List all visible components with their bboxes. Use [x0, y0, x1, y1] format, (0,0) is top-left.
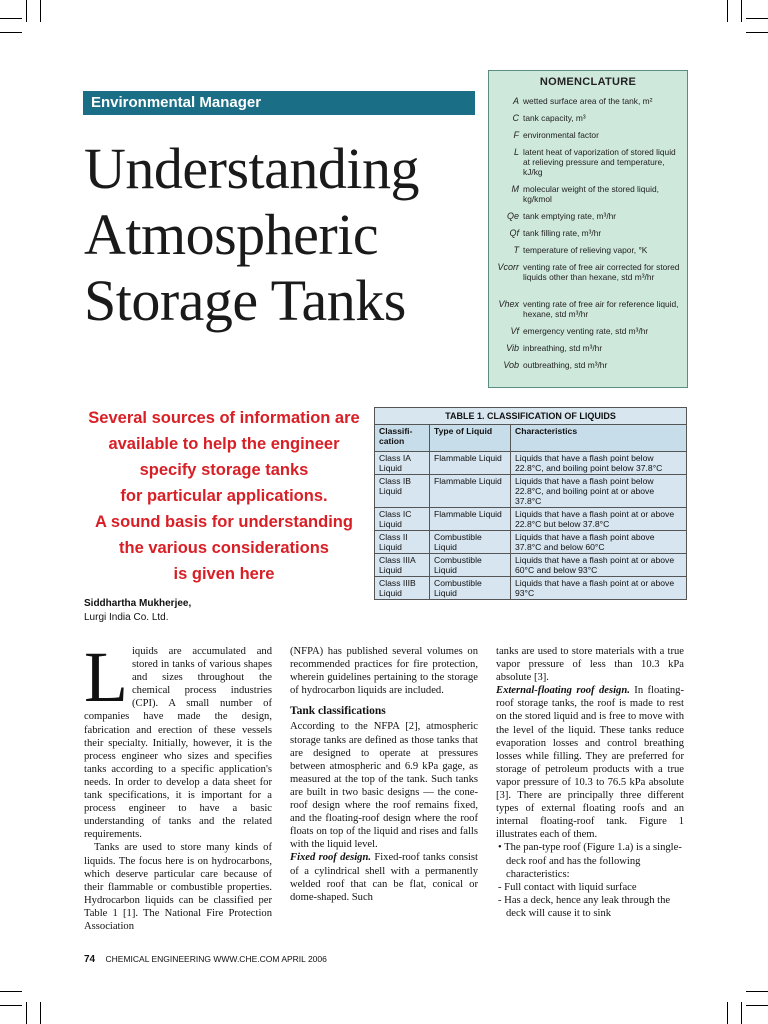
- table-row: [375, 554, 687, 577]
- table-cell: Liquids that have a flash point below 22.8°C, and boiling point at or above 37.8°C: [511, 475, 687, 508]
- title-line: Atmospheric: [84, 202, 379, 267]
- crop-mark: [0, 991, 22, 992]
- nomenclature-definition: temperature of relieving vapor, °K: [523, 245, 648, 255]
- nomenclature-item: [489, 130, 687, 147]
- nomenclature-symbol: C: [512, 113, 519, 123]
- intro-line: specify storage tanks: [139, 461, 309, 479]
- nomenclature-item: [489, 96, 687, 113]
- nomenclature-definition: tank emptying rate, m³/hr: [523, 211, 617, 221]
- table-row: [375, 531, 687, 554]
- nomenclature-symbol: Vib: [506, 343, 519, 353]
- nomenclature-symbol: Vcorr: [497, 262, 519, 272]
- table-header-cell: Characteristics: [511, 425, 687, 452]
- crop-mark: [0, 32, 22, 33]
- nomenclature-box: [488, 70, 688, 388]
- paragraph: External-floating roof design. In floating-roof storage tanks, the roof is made to rest on the stored liquid and is free to move with the level of the liquid. These tanks reduce evaporation losses and control breathing losses while filling. They are preferred for storage of petroleum products with a true vapor pressure of 10.3 to 76.5 kPa absolute [3]. There are principally three different types of external floating roofs and an internal floating-roof tank. Figure 1 illustrates each of them.: [496, 685, 685, 841]
- table-header-cell: Classifi-cation: [375, 425, 430, 452]
- nomenclature-item: [489, 228, 687, 245]
- table-cell: Combustible Liquid: [430, 577, 511, 600]
- table-cell: Combustible Liquid: [430, 531, 511, 554]
- nomenclature-heading: NOMENCLATURE: [539, 76, 637, 88]
- body-column-1: [84, 637, 272, 933]
- intro-line: A sound basis for understanding: [95, 513, 353, 531]
- title-line: Understanding: [84, 136, 419, 201]
- article-title: [84, 136, 504, 334]
- crop-mark: [741, 1002, 742, 1024]
- nomenclature-definition: environmental factor: [523, 130, 599, 140]
- paragraph: Tanks are used to store many kinds of liquids. The focus here is on hydrocarbons, which deserve particular care because of their flammable or combustible properties. Hydrocarbon liquids can be classified per Table 1 [1]. The National Fire Protection Association: [84, 842, 272, 932]
- table-row: [375, 452, 687, 475]
- nomenclature-item: [489, 360, 687, 377]
- crop-mark: [26, 1002, 27, 1024]
- intro-line: Several sources of information are: [88, 409, 360, 427]
- crop-mark: [40, 1002, 41, 1024]
- sub-item: - Has a deck, hence any leak through the deck will cause it to sink: [498, 894, 671, 919]
- nomenclature-definition: molecular weight of the stored liquid, kg/kmol: [523, 184, 659, 204]
- table-title: TABLE 1. CLASSIFICATION OF LIQUIDS: [374, 407, 687, 425]
- nomenclature-item: [489, 211, 687, 228]
- crop-mark: [727, 0, 728, 22]
- nomenclature-item: [489, 147, 687, 184]
- sub-item: - Full contact with liquid surface: [498, 881, 637, 893]
- nomenclature-definition: emergency venting rate, std m³/hr: [523, 326, 649, 336]
- table-cell: Combustible Liquid: [430, 554, 511, 577]
- table-row: [375, 508, 687, 531]
- author-name: Siddhartha Mukherjee,: [84, 598, 192, 609]
- title-line: Storage Tanks: [84, 268, 406, 333]
- table-cell: Flammable Liquid: [430, 452, 511, 475]
- paragraph: tanks are used to store materials with a true vapor pressure of less than 10.3 kPa absolute [3].: [496, 646, 684, 684]
- author-affiliation: Lurgi India Co. Ltd.: [84, 612, 169, 623]
- paragraph: Liquids are accumulated and stored in tanks of various shapes and sizes throughout the chemical process industries (CPI). A small number of companies have made the design, fabrication and erection of these vessels their specialty. Initially, however, it is the process engineer who sizes and specifies tanks according to a specific application's needs. In order to develop a data sheet for tank specifications, it is important for a process engineer to have a basic understanding of tanks and the related requirements.: [84, 637, 272, 841]
- nomenclature-definition: outbreathing, std m³/hr: [523, 360, 608, 370]
- nomenclature-symbol: L: [513, 147, 519, 157]
- crop-mark: [0, 18, 22, 19]
- nomenclature-symbol: Qf: [509, 228, 519, 238]
- intro-deck: [84, 405, 364, 587]
- nomenclature-symbol: T: [513, 245, 519, 255]
- table-cell: Class IA Liquid: [375, 452, 430, 475]
- nomenclature-item: [489, 343, 687, 360]
- nomenclature-symbol: Vhex: [498, 299, 519, 309]
- nomenclature-definition: wetted surface area of the tank, m²: [523, 96, 653, 106]
- nomenclature-definition: venting rate of free air for reference liquid, hexane, std m³/hr: [523, 299, 679, 319]
- intro-line: is given here: [173, 565, 275, 583]
- section-label: Environmental Manager: [83, 91, 475, 115]
- nomenclature-item: [489, 326, 687, 343]
- nomenclature-definition: venting rate of free air corrected for stored liquids other than hexane, std m³/hr: [523, 262, 680, 282]
- crop-mark: [40, 0, 41, 22]
- crop-mark: [746, 991, 768, 992]
- crop-mark: [746, 1005, 768, 1006]
- table-cell: Liquids that have a flash point above 37.8°C and below 60°C: [511, 531, 687, 554]
- classification-table: [374, 424, 687, 600]
- table-body: [375, 452, 687, 600]
- run-in-heading: External-floating roof design.: [496, 685, 630, 697]
- nomenclature-symbol: Qe: [506, 211, 519, 221]
- table-cell: Liquids that have a flash point at or above 60°C and below 93°C: [511, 554, 687, 577]
- nomenclature-item: [489, 299, 687, 326]
- table-cell: Flammable Liquid: [430, 475, 511, 508]
- nomenclature-symbol: M: [511, 184, 519, 194]
- table-row: [375, 577, 687, 600]
- footer-text: CHEMICAL ENGINEERING WWW.CHE.COM APRIL 2006: [105, 954, 327, 964]
- table-cell: Flammable Liquid: [430, 508, 511, 531]
- table-cell: Liquids that have a flash point at or above 22.8°C but below 37.8°C: [511, 508, 687, 531]
- crop-mark: [741, 0, 742, 22]
- table-cell: Class IB Liquid: [375, 475, 430, 508]
- intro-line: for particular applications.: [120, 487, 328, 505]
- table-cell: Liquids that have a flash point below 22.8°C, and boiling point below 37.8°C: [511, 452, 687, 475]
- nomenclature-item: [489, 113, 687, 130]
- bullet-item: • The pan-type roof (Figure 1.a) is a single-deck roof and has the following characteristics:: [498, 842, 682, 880]
- nomenclature-symbol: F: [513, 130, 519, 140]
- table-cell: Class II Liquid: [375, 531, 430, 554]
- table-cell: Class IC Liquid: [375, 508, 430, 531]
- page-number: 74: [84, 954, 96, 965]
- drop-cap: L: [84, 637, 128, 717]
- nomenclature-symbol: A: [512, 96, 519, 106]
- intro-line: available to help the engineer: [108, 435, 340, 453]
- paragraph: According to the NFPA [2], atmospheric storage tanks are defined as those tanks that are designed to operate at pressures between atmospheric and 6.9 kPa gage, as measured at the top of the tank. Such tanks are built in two basic designs — the cone-roof design where the roof remains fixed, and the floating-roof design where the roof floats on top of the liquid and rises and falls with the liquid level.: [290, 721, 478, 851]
- page-footer: [84, 954, 327, 965]
- body-column-3: [496, 645, 684, 920]
- paragraph: (NFPA) has published several volumes on recommended practices for fire protection, wherein guidelines pertaining to the storage of hydrocarbon liquids are included.: [290, 646, 478, 697]
- table-cell: Class IIIA Liquid: [375, 554, 430, 577]
- body-column-2: [290, 645, 478, 904]
- nomenclature-symbol: Vob: [503, 360, 519, 370]
- nomenclature-item: [489, 184, 687, 211]
- crop-mark: [26, 0, 27, 22]
- intro-line: the various considerations: [119, 539, 329, 557]
- table-row: [375, 475, 687, 508]
- nomenclature-definition: inbreathing, std m³/hr: [523, 343, 603, 353]
- nomenclature-item: [489, 245, 687, 262]
- subheading: Tank classifications: [290, 705, 386, 718]
- run-in-heading: Fixed roof design.: [290, 852, 372, 864]
- crop-mark: [746, 32, 768, 33]
- table-cell: Liquids that have a flash point at or above 93°C: [511, 577, 687, 600]
- crop-mark: [746, 18, 768, 19]
- crop-mark: [0, 1005, 22, 1006]
- table-header-row: [375, 425, 687, 452]
- table-cell: Class IIIB Liquid: [375, 577, 430, 600]
- nomenclature-definition: tank capacity, m³: [523, 113, 586, 123]
- paragraph: Fixed roof design. Fixed-roof tanks consist of a cylindrical shell with a permanently welded roof that can be flat, conical or dome-shaped. Such: [290, 852, 478, 903]
- nomenclature-item: [489, 262, 687, 299]
- crop-mark: [727, 1002, 728, 1024]
- nomenclature-definition: latent heat of vaporization of stored liquid at relieving pressure and temperature, kJ/kg: [523, 147, 676, 177]
- nomenclature-symbol: Vf: [510, 326, 519, 336]
- table-header-cell: Type of Liquid: [430, 425, 511, 452]
- nomenclature-list: [489, 96, 687, 377]
- nomenclature-definition: tank filling rate, m³/hr: [523, 228, 602, 238]
